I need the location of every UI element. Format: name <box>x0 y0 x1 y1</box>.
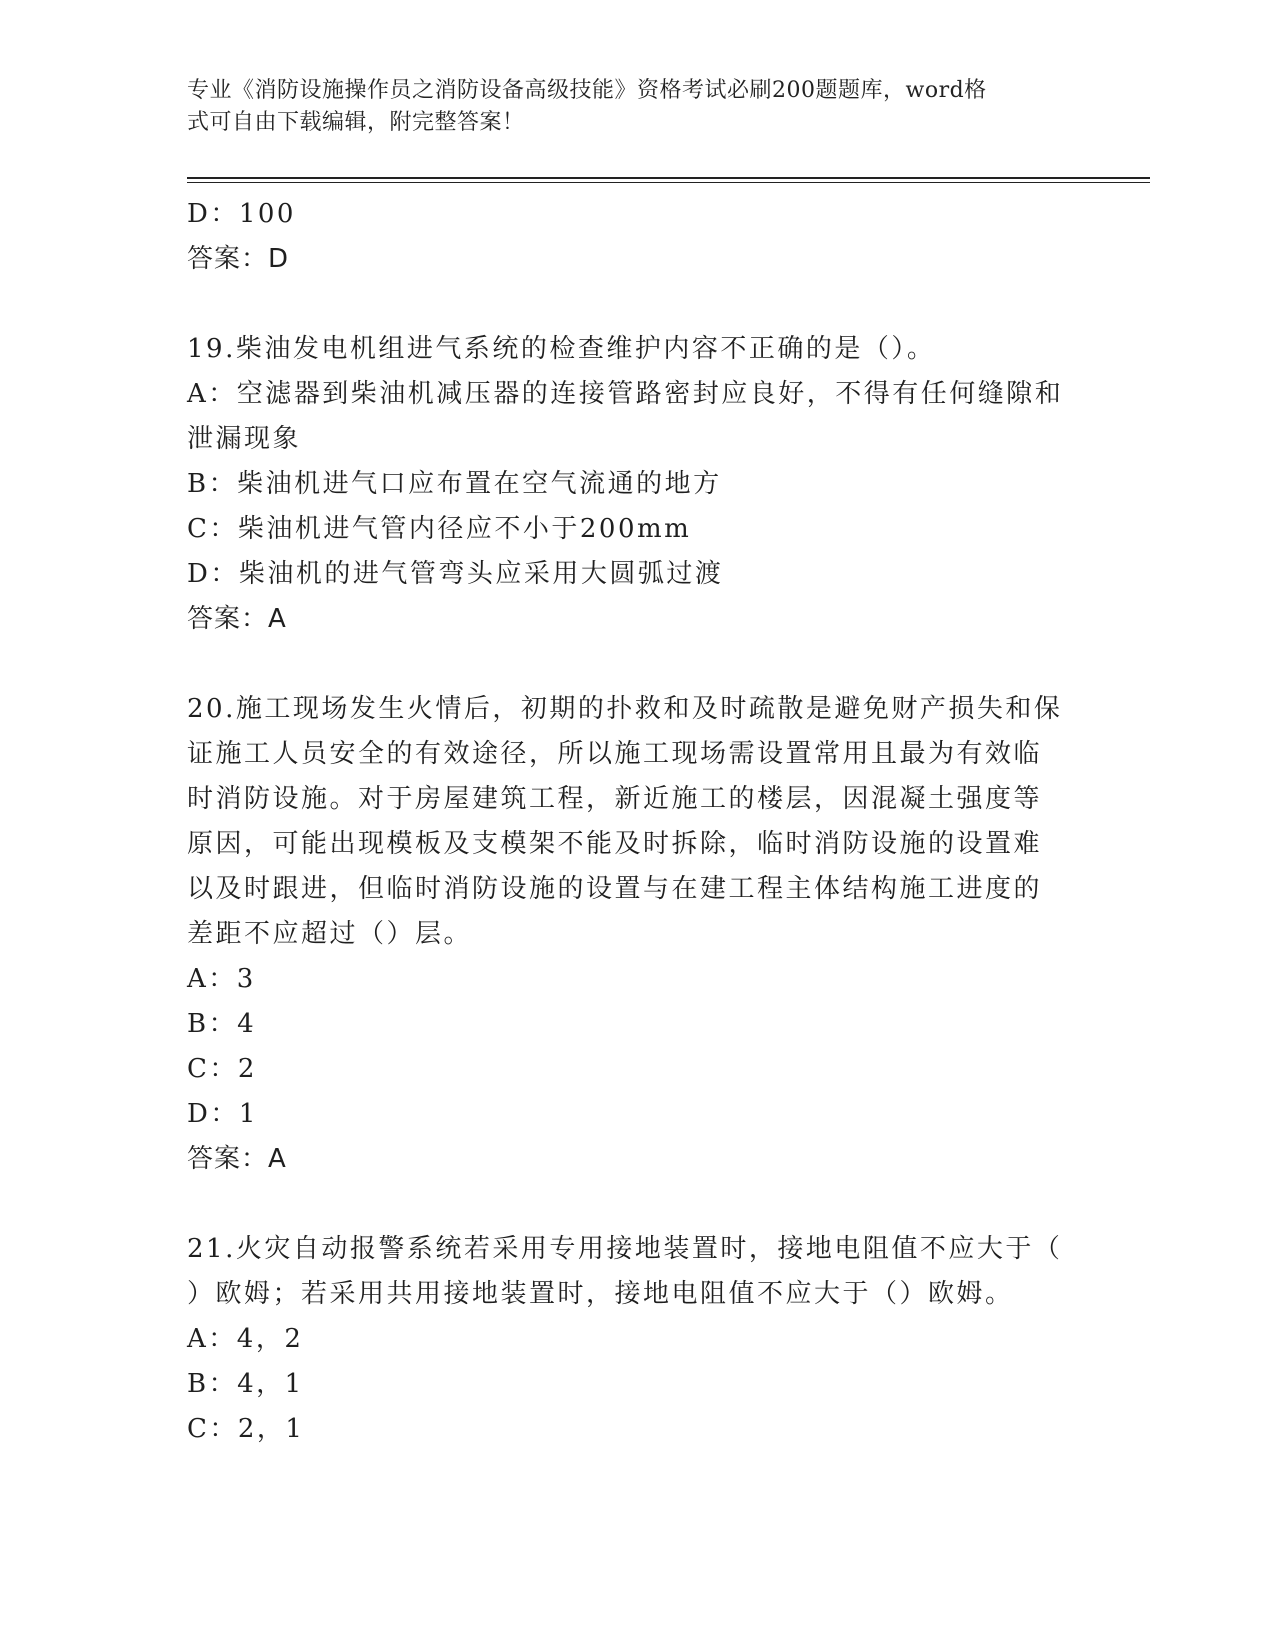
option-a: A：3 <box>187 964 256 994</box>
question-19 <box>187 327 1087 642</box>
document-header <box>187 75 1067 139</box>
header-line-1: 专业《消防设施操作员之消防设备高级技能》资格考试必刷200题题库，word格 <box>187 78 987 103</box>
option-d: D：1 <box>187 1099 258 1129</box>
question-stem-line: 21.火灾自动报警系统若采用专用接地装置时，接地电阻值不应大于（ <box>187 1234 1063 1264</box>
question-stem-line: 以及时跟进，但临时消防设施的设置与在建工程主体结构施工进度的 <box>187 874 1043 904</box>
header-rule-thin <box>187 182 1150 183</box>
answer-line: 答案：D <box>187 244 290 274</box>
option-d: D：柴油机的进气管弯头应采用大圆弧过渡 <box>187 559 724 589</box>
question-stem-line: 时消防设施。对于房屋建筑工程，新近施工的楼层，因混凝土强度等 <box>187 784 1043 814</box>
question-stem: 19.柴油发电机组进气系统的检查维护内容不正确的是（）。 <box>187 334 936 364</box>
question-stem-line: 证施工人员安全的有效途径，所以施工现场需设置常用且最为有效临 <box>187 739 1043 769</box>
question-stem-line: 差距不应超过（）层。 <box>187 919 473 949</box>
answer-line: 答案：A <box>187 604 287 634</box>
question-18-tail <box>187 192 1087 282</box>
option-c: C：2，1 <box>187 1414 305 1444</box>
header-rule-thick <box>187 177 1150 179</box>
option-c: C：2 <box>187 1054 257 1084</box>
question-stem-line: 20.施工现场发生火情后，初期的扑救和及时疏散是避免财产损失和保 <box>187 694 1063 724</box>
option-c: C：柴油机进气管内径应不小于200mm <box>187 514 692 544</box>
option-b: B：4，1 <box>187 1369 304 1399</box>
option-a: A：4，2 <box>187 1324 304 1354</box>
option-b: B：柴油机进气口应布置在空气流通的地方 <box>187 469 722 499</box>
option-a-line-1: A：空滤器到柴油机减压器的连接管路密封应良好，不得有任何缝隙和 <box>187 379 1064 409</box>
question-21 <box>187 1227 1087 1452</box>
question-stem-line: 原因，可能出现模板及支模架不能及时拆除，临时消防设施的设置难 <box>187 829 1043 859</box>
option-b: B：4 <box>187 1009 257 1039</box>
document-body <box>187 192 1087 1452</box>
question-stem-line: ）欧姆；若采用共用接地装置时，接地电阻值不应大于（）欧姆。 <box>187 1279 1014 1309</box>
spacer <box>187 282 1087 327</box>
answer-line: 答案：A <box>187 1144 287 1174</box>
option-a-line-2: 泄漏现象 <box>187 424 302 454</box>
option-d: D：100 <box>187 199 296 229</box>
header-line-2: 式可自由下载编辑，附完整答案！ <box>187 110 525 135</box>
question-20 <box>187 687 1087 1182</box>
spacer <box>187 1182 1087 1227</box>
spacer <box>187 642 1087 687</box>
